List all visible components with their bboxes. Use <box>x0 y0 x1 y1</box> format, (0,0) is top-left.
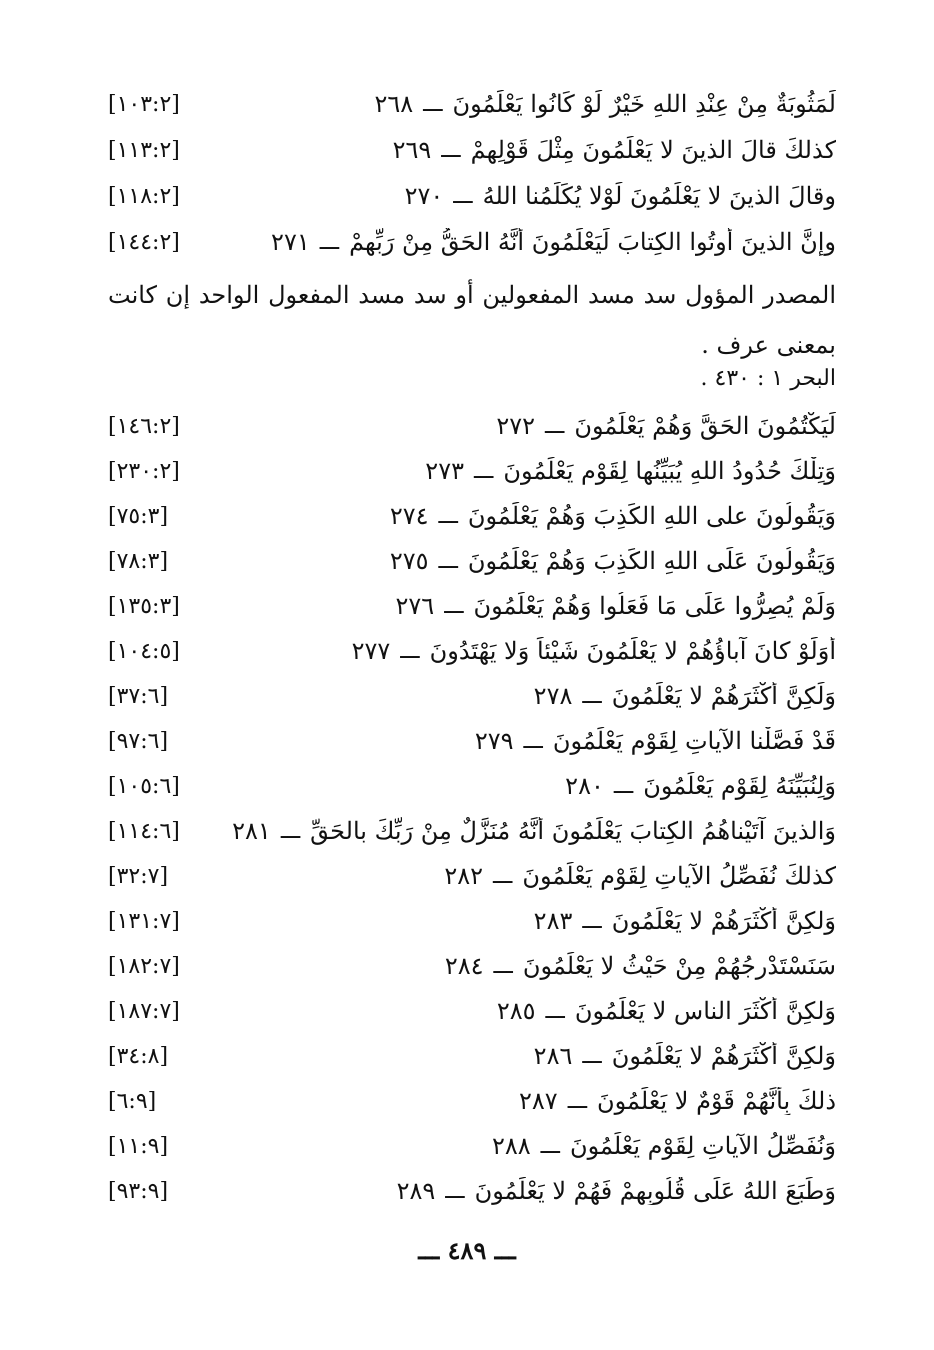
entry-dash: ـــ <box>567 1088 588 1114</box>
entry-text: أَوَلَوْ كانَ آباؤُهُمْ لا يَعْلَمُونَ شَيْئاً وَلا يَهْتَدُونَ <box>429 637 836 665</box>
verse-reference: [٣٧:٦] <box>108 683 169 709</box>
entry-text: لَمَثُوبَةٌ مِنْ عِنْدِ اللهِ خَيْرٌ لَوْ كَانُوا يَعْلَمُونَ <box>452 90 836 118</box>
entry-dash: ـــ <box>280 818 301 844</box>
entry-number: ٢٧٩ <box>474 727 514 755</box>
verse-reference: [١٣١:٧] <box>108 908 180 934</box>
entry-row <box>108 82 836 126</box>
verse-reference: [١٤٤:٢] <box>108 229 180 255</box>
entry-dash: ـــ <box>613 773 634 799</box>
verse-reference: [١٨٧:٧] <box>108 998 180 1024</box>
entry-dash: ـــ <box>545 998 565 1024</box>
entry-dash: ـــ <box>438 503 458 529</box>
entry-line <box>530 682 836 710</box>
entry-dash: ـــ <box>453 183 473 209</box>
entry-text: وَلِنُبَيِّنَهُ لِقَوْمٍ يَعْلَمُونَ <box>643 772 836 800</box>
entry-text: وقالَ الذينَ لا يَعْلَمُونَ لَوْلا يُكَلِّمُنا اللهُ <box>482 182 836 210</box>
entry-line <box>488 1132 836 1160</box>
entry-line <box>401 182 836 210</box>
entry-row <box>108 719 836 763</box>
entry-text: وَلكِنَّ أَكْثَرَهُمْ لا يَعْلَمُونَ <box>611 1042 836 1070</box>
entry-row <box>108 674 836 718</box>
entry-row <box>108 1124 836 1168</box>
entry-number: ٢٧٧ <box>351 637 391 665</box>
explanation-text: المصدر المؤول سد مسد المفعولين أو سد مسد المفعول الواحد إن كانت بمعنى عرف . <box>108 281 836 359</box>
entry-line <box>392 592 836 620</box>
entry-number: ٢٨٣ <box>533 907 573 935</box>
entry-line <box>421 457 836 485</box>
entry-row <box>108 539 836 583</box>
entry-line <box>530 1042 836 1070</box>
verse-reference: [٣٢:٧] <box>108 863 169 889</box>
entry-row <box>108 989 836 1033</box>
entry-dash: ـــ <box>545 413 565 439</box>
verse-reference: [٩٧:٦] <box>108 728 169 754</box>
entry-number: ٢٨٨ <box>491 1132 531 1160</box>
entry-number: ٢٧٢ <box>496 412 535 440</box>
verse-reference: [١١٨:٢] <box>108 183 180 209</box>
verse-reference: [١٠٣:٢] <box>108 91 180 117</box>
verse-reference: [٣٤:٨] <box>108 1043 169 1069</box>
entry-row <box>108 629 836 673</box>
entry-row <box>108 449 836 493</box>
entry-text: كذلكَ قالَ الذينَ لا يَعْلَمُونَ مِثْلَ قَوْلِهِمْ <box>470 136 836 164</box>
entry-line <box>228 817 836 845</box>
verse-reference: [١٨٢:٧] <box>108 953 180 979</box>
verse-reference: [١٠٤:٥] <box>108 638 180 664</box>
entry-text: سَنَسْتَدْرِجُهُمْ مِنْ حَيْثُ لا يَعْلَمُونَ <box>522 952 836 980</box>
entry-dash: ـــ <box>473 458 494 484</box>
entry-number: ٢٧٠ <box>404 182 444 210</box>
entry-text: ذلكَ بِأَنَّهُمْ قَوْمٌ لا يَعْلَمُونَ <box>597 1087 836 1115</box>
entry-line <box>515 1087 836 1115</box>
entry-dash: ـــ <box>493 953 513 979</box>
entry-row <box>108 404 836 448</box>
entry-row <box>108 1079 836 1123</box>
entry-number: ٢٨٠ <box>565 772 604 800</box>
entry-line <box>267 228 836 256</box>
entry-text: كذلكَ نُفَصِّلُ الآياتِ لِقَوْمٍ يَعْلَمُونَ <box>522 862 836 890</box>
entry-line <box>348 637 836 665</box>
verse-reference: [١٠٥:٦] <box>108 773 180 799</box>
page-number: ـــ ٤٨٩ ـــ <box>418 1236 516 1265</box>
entry-text: وَطَبَعَ اللهُ عَلَى قُلُوبِهِمْ فَهُمْ لا يَعْلَمُونَ <box>474 1177 836 1205</box>
entry-line <box>561 772 836 800</box>
entry-text: وَلَكِنَّ أَكْثَرَهُمْ لا يَعْلَمُونَ <box>611 682 836 710</box>
entry-row <box>108 128 836 172</box>
entry-dash: ـــ <box>445 1178 465 1204</box>
entry-dash: ـــ <box>441 137 461 163</box>
entry-dash: ـــ <box>423 91 443 117</box>
entry-row <box>108 494 836 538</box>
source-citation: البحر ١ : ٤٣٠ . <box>700 366 836 391</box>
entry-dash: ـــ <box>582 683 602 709</box>
entry-number: ٢٨٢ <box>444 862 484 890</box>
entry-row <box>108 174 836 218</box>
entry-line <box>471 727 836 755</box>
entry-number: ٢٨١ <box>232 817 271 845</box>
verse-reference: [١١٣:٢] <box>108 137 180 163</box>
entry-dash: ـــ <box>523 728 543 754</box>
entry-row <box>108 220 836 264</box>
entry-dash: ـــ <box>400 638 420 664</box>
entry-text: قَدْ فَصَّلْنا الآياتِ لِقَوْمٍ يَعْلَمُونَ <box>552 727 836 755</box>
verse-reference: [٢٣٠:٢] <box>108 458 180 484</box>
entry-row <box>108 899 836 943</box>
entry-row <box>108 1034 836 1078</box>
entry-number: ٢٨٦ <box>533 1042 573 1070</box>
entry-number: ٢٦٨ <box>374 90 414 118</box>
entry-dash: ـــ <box>540 1133 560 1159</box>
entry-line <box>371 90 837 118</box>
entry-dash: ـــ <box>319 229 340 255</box>
verse-reference: [١٣٥:٣] <box>108 593 180 619</box>
entry-number: ٢٨٩ <box>396 1177 436 1205</box>
verse-reference: [٧٨:٣] <box>108 548 169 574</box>
verse-reference: [١٤٦:٢] <box>108 413 180 439</box>
entry-row <box>108 854 836 898</box>
explanation-paragraph <box>108 270 836 370</box>
entry-number: ٢٧١ <box>271 228 310 256</box>
entry-row <box>108 1169 836 1213</box>
verse-reference: [٧٥:٣] <box>108 503 169 529</box>
entry-number: ٢٧٤ <box>389 502 429 530</box>
entry-row <box>108 944 836 988</box>
entry-line <box>530 907 836 935</box>
entry-number: ٢٧٣ <box>425 457 464 485</box>
entry-text: وَالذينَ آتَيْناهُمُ الكِتابَ يَعْلَمُونَ أَنَّهُ مُنَزَّلٌ مِنْ رَبِّكَ بالحَقِّ <box>310 817 836 845</box>
entry-text: وَلَمْ يُصِرُّوا عَلَى مَا فَعَلُوا وَهُمْ يَعْلَمُونَ <box>473 592 836 620</box>
entry-number: ٢٨٥ <box>496 997 536 1025</box>
entry-number: ٢٨٤ <box>444 952 484 980</box>
entry-row <box>108 764 836 808</box>
entry-dash: ـــ <box>493 863 513 889</box>
entry-row <box>108 809 836 853</box>
entry-line <box>389 136 836 164</box>
entry-text: وَيَقُولُونَ عَلَى اللهِ الكَذِبَ وَهُمْ يَعْلَمُونَ <box>467 547 836 575</box>
entry-line <box>440 862 836 890</box>
entry-number: ٢٧٥ <box>389 547 429 575</box>
entry-text: وَلكِنَّ أَكْثَرَ الناسِ لا يَعْلَمُونَ <box>574 997 836 1025</box>
entry-text: وَنُفَصِّلُ الآياتِ لِقَوْمٍ يَعْلَمُونَ <box>569 1132 836 1160</box>
entry-row <box>108 584 836 628</box>
entry-text: وَيَقُولُونَ على اللهِ الكَذِبَ وَهُمْ يَعْلَمُونَ <box>467 502 836 530</box>
entry-number: ٢٦٩ <box>392 136 432 164</box>
entry-line <box>441 952 836 980</box>
entry-line <box>386 547 836 575</box>
entry-dash: ـــ <box>582 1043 602 1069</box>
entry-number: ٢٨٧ <box>519 1087 558 1115</box>
verse-reference: [١١:٩] <box>108 1133 169 1159</box>
entry-text: لَيَكْتُمُونَ الحَقَّ وَهُمْ يَعْلَمُونَ <box>574 412 836 440</box>
entry-text: وَلكِنَّ أَكْثَرَهُمْ لا يَعْلَمُونَ <box>611 907 836 935</box>
entry-line <box>492 412 836 440</box>
entry-text: وَتِلْكَ حُدُودُ اللهِ يُبَيِّنُها لِقَوْمٍ يَعْلَمُونَ <box>503 457 836 485</box>
entry-line <box>386 502 836 530</box>
entry-line <box>393 1177 836 1205</box>
entry-dash: ـــ <box>582 908 602 934</box>
entry-number: ٢٧٦ <box>395 592 435 620</box>
verse-reference: [٩٣:٩] <box>108 1178 169 1204</box>
verse-reference: [٦:٩] <box>108 1088 157 1114</box>
entry-dash: ـــ <box>438 548 458 574</box>
entry-number: ٢٧٨ <box>533 682 573 710</box>
entry-text: وإنَّ الذينَ أُوتُوا الكِتابَ لَيَعْلَمُونَ أَنَّهُ الحَقُّ مِنْ رَبِّهِمْ <box>349 228 836 256</box>
verse-reference: [١١٤:٦] <box>108 818 180 844</box>
entry-line <box>493 997 836 1025</box>
entry-dash: ـــ <box>444 593 464 619</box>
